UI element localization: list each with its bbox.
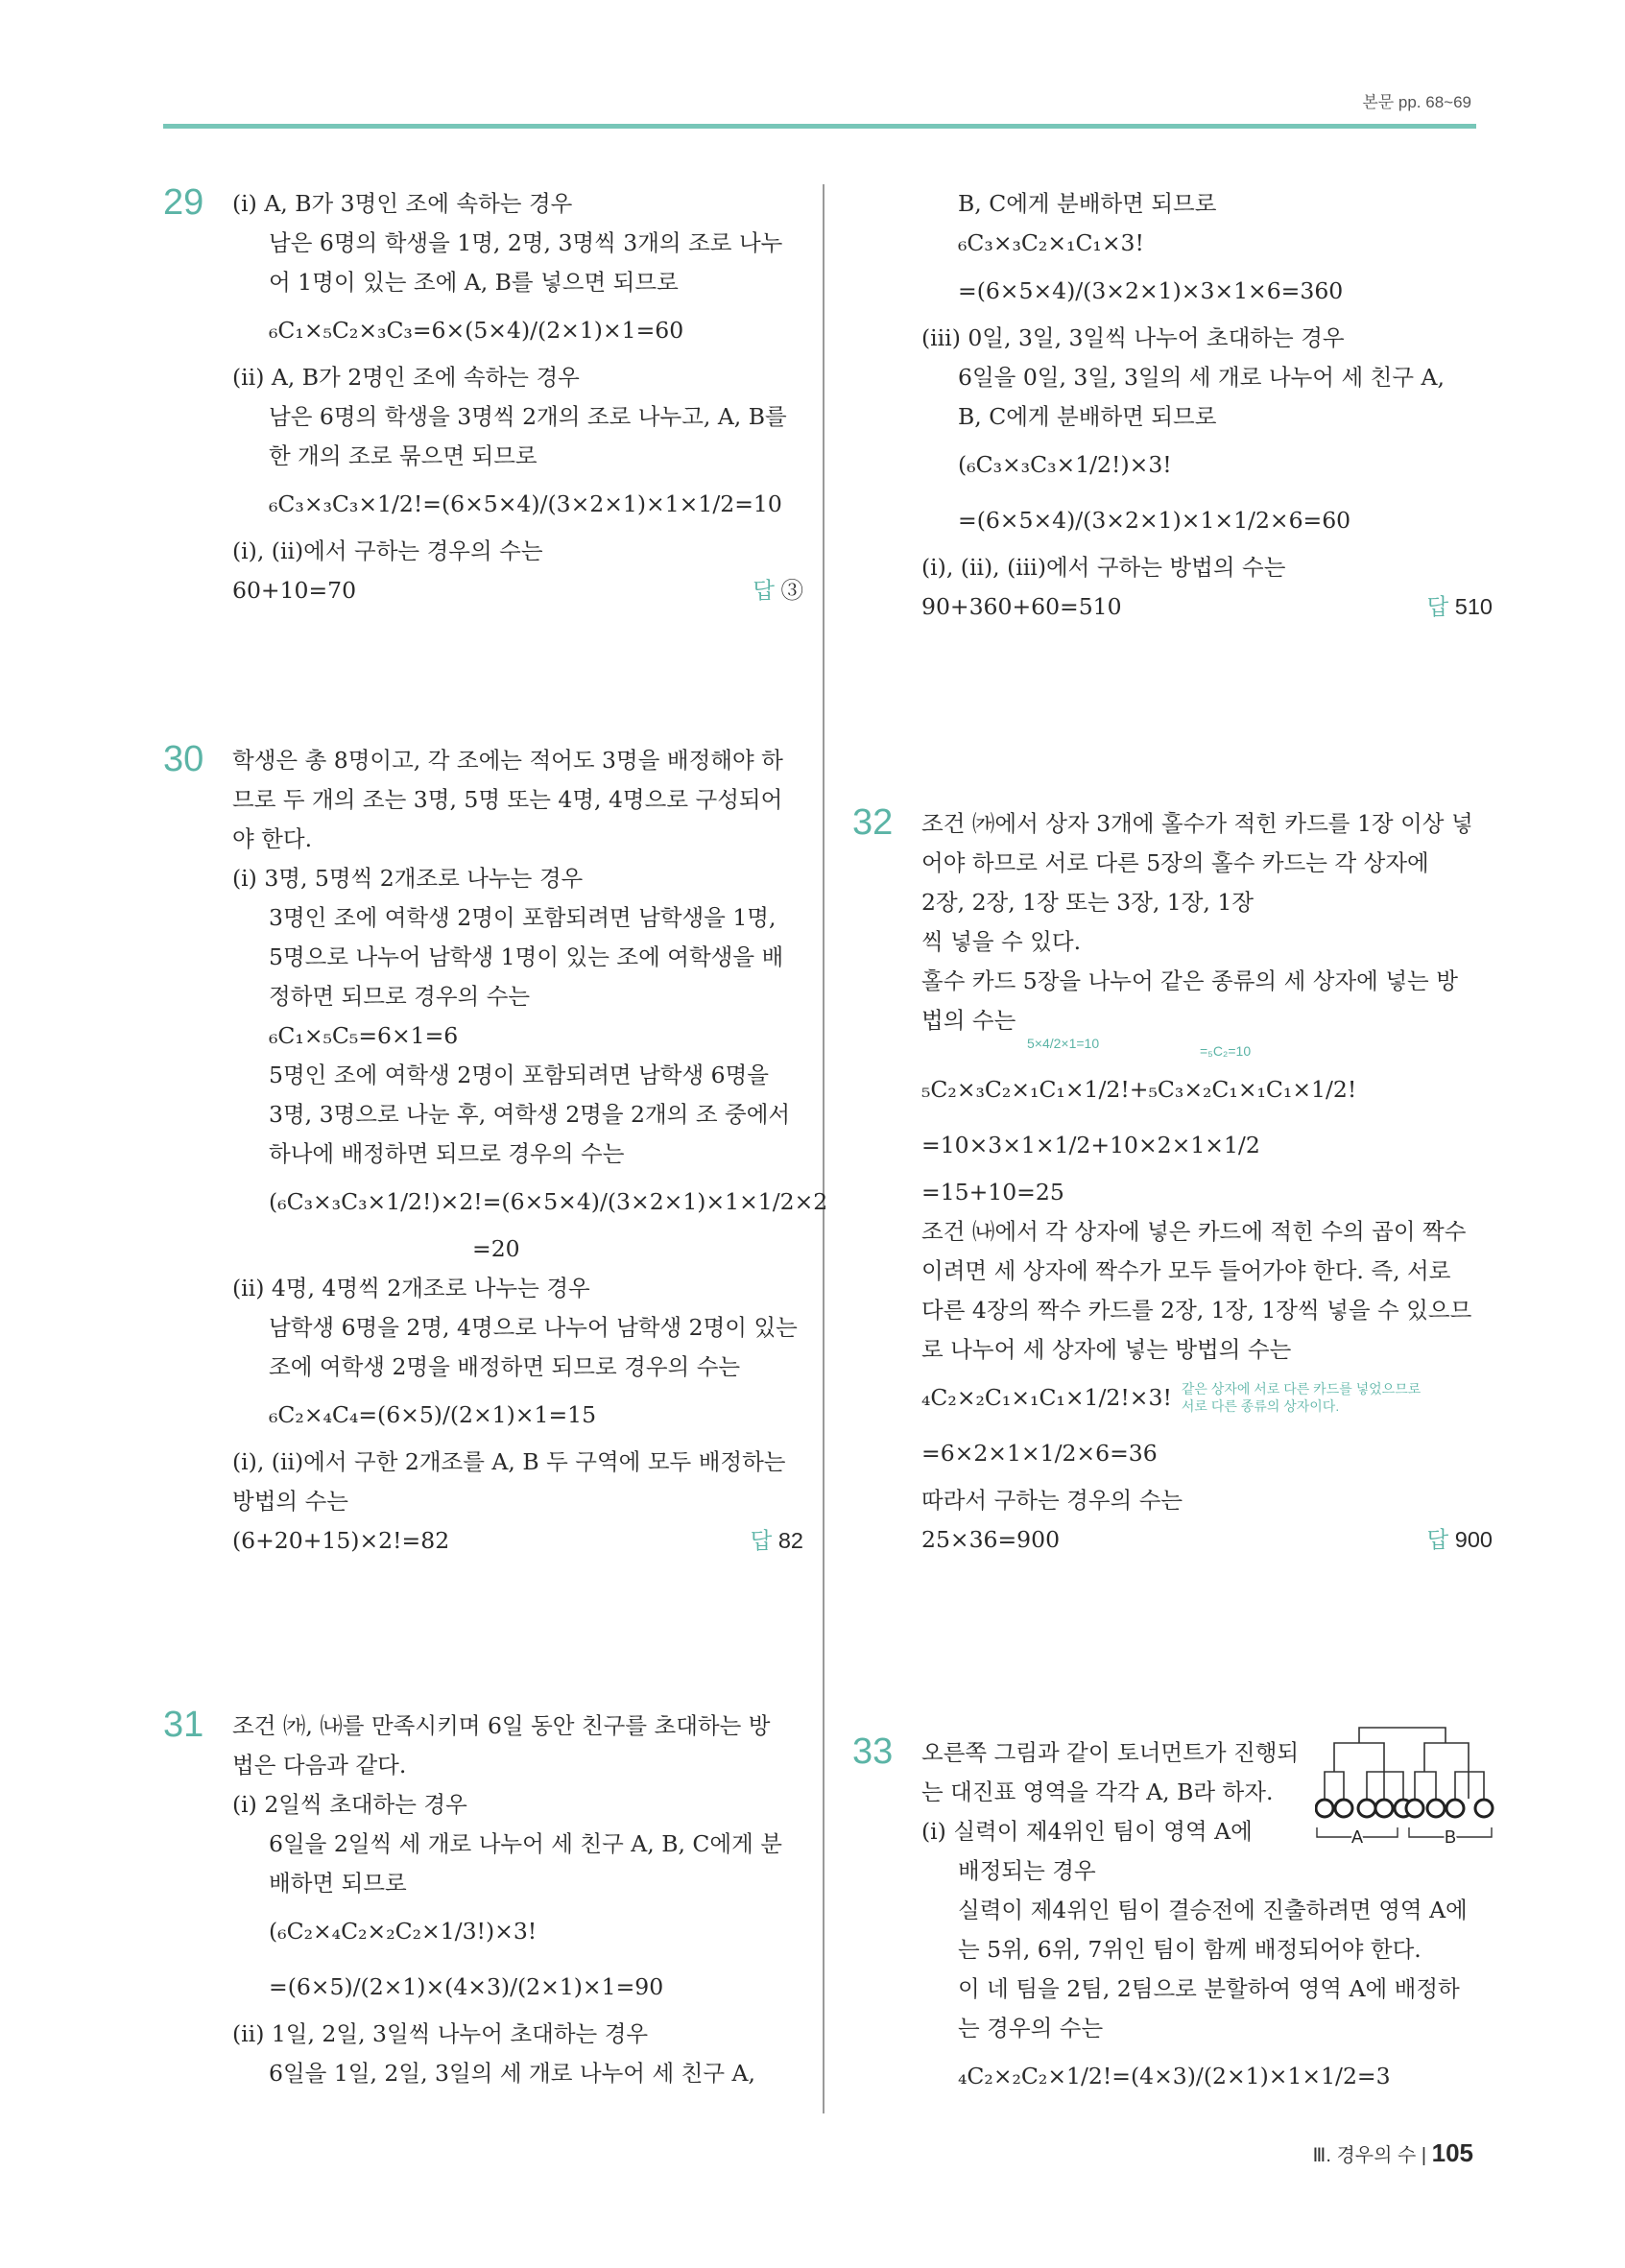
text-line: 다른 4장의 짝수 카드를 2장, 1장, 1장씩 넣을 수 있으므: [921, 1297, 1472, 1324]
text-line: 조건 ㈏에서 각 상자에 넣은 카드에 적힌 수의 곱이 짝수: [921, 1218, 1467, 1245]
problem-number: 29: [163, 182, 204, 223]
text-line: 6일을 0일, 3일, 3일의 세 개로 나누어 세 친구 A,: [958, 364, 1445, 391]
page-number: 105: [1431, 2138, 1473, 2167]
equation: (₆C₂×₄C₂×₂C₂×1/3!)×3!: [269, 1918, 538, 1945]
equation: ₆C₃×₃C₃×1/2!=(6×5×4)/(3×2×1)×1×1/2=10: [269, 490, 782, 517]
equation: (₆C₃×₃C₃×1/2!)×2!=(6×5×4)/(3×2×1)×1×1/2×2: [269, 1188, 828, 1215]
equation: =(6×5×4)/(3×2×1)×3×1×6=360: [958, 277, 1344, 304]
answer-row: [921, 1520, 1493, 1560]
text-line: 배정되는 경우: [958, 1857, 1096, 1884]
equation: ₆C₁×₅C₂×₃C₃=6×(5×4)/(2×1)×1=60: [269, 317, 684, 344]
problem-body: [232, 184, 803, 610]
text-line: 이려면 세 상자에 짝수가 모두 들어가야 한다. 즉, 서로: [921, 1257, 1451, 1284]
equation: ₄C₂×₂C₁×₁C₁×1/2!×3!: [921, 1384, 1172, 1411]
answer-value: 82: [777, 1528, 803, 1553]
equation: (₆C₃×₃C₃×1/2!)×3!: [958, 451, 1172, 478]
text-line: 남은 6명의 학생을 1명, 2명, 3명씩 3개의 조로 나누: [269, 229, 783, 256]
tournament-bracket-figure: [1315, 1718, 1497, 1866]
equation: ₄C₂×₂C₂×1/2!=(4×3)/(2×1)×1×1/2=3: [958, 2063, 1391, 2089]
text-line: (ⅰ) 2일씩 초대하는 경우: [232, 1791, 467, 1818]
text-line: 한 개의 조로 묶으면 되므로: [269, 442, 538, 469]
text-line: 홀수 카드 5장을 나누어 같은 종류의 세 상자에 넣는 방: [921, 967, 1458, 994]
text-line: 남은 6명의 학생을 3명씩 2개의 조로 나누고, A, B를: [269, 403, 787, 430]
chapter-label: Ⅲ. 경우의 수 |: [1312, 2145, 1427, 2166]
text-line: 하나에 배정하면 되므로 경우의 수는: [269, 1140, 625, 1167]
text-line: 므로 두 개의 조는 3명, 5명 또는 4명, 4명으로 구성되어: [232, 786, 783, 813]
text-line: 학생은 총 8명이고, 각 조에는 적어도 3명을 배정해야 하: [232, 747, 783, 774]
text-line: 어 1명이 있는 조에 A, B를 넣으면 되므로: [269, 269, 679, 296]
equation: ₅C₂×₃C₂×₁C₁×1/2!+₅C₃×₂C₁×₁C₁×1/2!: [921, 1076, 1357, 1103]
bracket-line: [1455, 1772, 1484, 1799]
equation: =15+10=25: [921, 1179, 1064, 1206]
equation: =(6×5)/(2×1)×(4×3)/(2×1)×1=90: [269, 1973, 664, 2000]
text-line: 배하면 되므로: [269, 1870, 407, 1897]
answer-label: 답: [753, 578, 775, 603]
header-rule: [163, 124, 1476, 129]
text-line: 3명, 3명으로 나눈 후, 여학생 2명을 2개의 조 중에서: [269, 1101, 791, 1128]
page-reference: 본문 pp. 68~69: [1362, 93, 1471, 111]
answer-row: [232, 1521, 803, 1561]
team-node: [1316, 1800, 1333, 1817]
text-line: 따라서 구하는 경우의 수는: [921, 1487, 1183, 1514]
answer-row: [921, 587, 1493, 627]
text-line: 법의 수는: [921, 1007, 1016, 1034]
equation: =6×2×1×1/2×6=36: [921, 1440, 1158, 1467]
team-node: [1375, 1800, 1393, 1817]
team-node: [1427, 1800, 1445, 1817]
answer-label: 답: [750, 1528, 773, 1553]
text-line: 5명인 조에 여학생 2명이 포함되려면 남학생 6명을: [269, 1062, 769, 1088]
bracket-line: [1367, 1772, 1403, 1799]
text-line: (ⅱ) 4명, 4명씩 2개조로 나누는 경우: [232, 1275, 590, 1301]
text-line: 실력이 제4위인 팀이 결승전에 진출하려면 영역 A에: [958, 1897, 1468, 1923]
text-line: (ⅰ), (ⅱ), (ⅲ)에서 구하는 방법의 수는: [921, 554, 1286, 581]
equation: =10×3×1×1/2+10×2×1×1/2: [921, 1132, 1260, 1158]
team-node: [1475, 1800, 1493, 1817]
text-line: 방법의 수는: [232, 1488, 348, 1515]
bracket-line: [1359, 1728, 1446, 1743]
team-node: [1358, 1800, 1375, 1817]
text-line: (ⅲ) 0일, 3일, 3일씩 나누어 초대하는 경우: [921, 324, 1345, 351]
result-line: 25×36=900: [921, 1526, 1061, 1553]
text-line: 는 경우의 수는: [958, 2015, 1104, 2041]
answer-label: 답: [1426, 1527, 1449, 1552]
problem-number: 32: [852, 802, 894, 843]
text-line: 2장, 2장, 1장 또는 3장, 1장, 1장: [921, 889, 1255, 916]
equation-with-note: [921, 1370, 1493, 1425]
problem-body: [921, 804, 1493, 1560]
answer: [1427, 1520, 1493, 1560]
region-label-a: A: [1350, 1827, 1364, 1847]
annotation-note: [1182, 1380, 1421, 1415]
text-line: 정하면 되므로 경우의 수는: [269, 983, 531, 1010]
result-line: 60+10=70: [232, 577, 357, 604]
text-line: 오른쪽 그림과 같이 토너먼트가 진행되: [921, 1739, 1300, 1766]
page-footer: [1313, 2138, 1473, 2168]
bracket-line: [1424, 1743, 1469, 1772]
text-line: 6일을 2일씩 세 개로 나누어 세 친구 A, B, C에게 분: [269, 1830, 782, 1857]
text-line: 6일을 1일, 2일, 3일의 세 개로 나누어 세 친구 A,: [269, 2060, 755, 2087]
answer-value: 510: [1454, 594, 1493, 619]
column-divider: [823, 184, 824, 2113]
text-line: 조건 ㈎, ㈏를 만족시키며 6일 동안 친구를 초대하는 방: [232, 1712, 771, 1739]
problem-body: [232, 741, 828, 1561]
text-line: 5명으로 나누어 남학생 1명이 있는 조에 여학생을 배: [269, 943, 784, 970]
answer: [1427, 587, 1493, 627]
answer-label: 답: [1426, 594, 1449, 619]
annotation-row: [921, 1036, 1493, 1062]
team-node: [1446, 1800, 1464, 1817]
result-line: 90+360+60=510: [921, 593, 1122, 620]
problem-number: 33: [852, 1731, 894, 1772]
bracket-line: [1415, 1772, 1436, 1799]
equation: =20: [472, 1235, 520, 1262]
annotation-line: 같은 상자에 서로 다른 카드를 넣었으므로: [1181, 1381, 1422, 1397]
text-line: B, C에게 분배하면 되므로: [958, 403, 1217, 430]
text-line: 는 5위, 6위, 7위인 팀이 함께 배정되어야 한다.: [958, 1936, 1422, 1963]
text-line: 3명인 조에 여학생 2명이 포함되려면 남학생을 1명,: [269, 904, 777, 931]
text-line: (ⅰ) A, B가 3명인 조에 속하는 경우: [232, 190, 573, 217]
result-line: (6+20+15)×2!=82: [232, 1527, 450, 1554]
team-node: [1406, 1800, 1423, 1817]
text-line: 남학생 6명을 2명, 4명으로 나누어 남학생 2명이 있는: [269, 1314, 798, 1341]
answer: [753, 571, 803, 610]
answer-value: ③: [780, 578, 803, 603]
text-line: 는 대진표 영역을 각각 A, B라 하자.: [921, 1779, 1274, 1805]
text-line: (ⅰ) 실력이 제4위인 팀이 영역 A에: [921, 1818, 1253, 1845]
answer: [751, 1521, 803, 1561]
problem-number: 30: [163, 739, 204, 779]
text-line: (ⅰ), (ⅱ)에서 구한 2개조를 A, B 두 구역에 모두 배정하는: [232, 1448, 786, 1475]
annotation-line: 서로 다른 종류의 상자이다.: [1181, 1398, 1340, 1414]
equation: ₆C₁×₅C₅=6×1=6: [269, 1022, 459, 1049]
text-line: (ⅱ) 1일, 2일, 3일씩 나누어 초대하는 경우: [232, 2020, 649, 2047]
text-line: 법은 다음과 같다.: [232, 1752, 407, 1779]
problem-number: 31: [163, 1705, 204, 1745]
annotation-note: 5×4/2×1=10: [1027, 1036, 1100, 1051]
equation: =(6×5×4)/(3×2×1)×1×1/2×6=60: [958, 507, 1351, 534]
equation: ₆C₃×₃C₂×₁C₁×3!: [958, 229, 1144, 256]
text-line: 조에 여학생 2명을 배정하면 되므로 경우의 수는: [269, 1353, 741, 1380]
problem-body: [232, 1707, 803, 2093]
answer-row: [232, 571, 803, 610]
equation: ₆C₂×₄C₄=(6×5)/(2×1)×1=15: [269, 1401, 597, 1428]
text-line: 이 네 팀을 2팀, 2팀으로 분할하여 영역 A에 배정하: [958, 1975, 1460, 2002]
answer-value: 900: [1454, 1527, 1493, 1552]
team-node: [1335, 1800, 1352, 1817]
problem-body: [921, 184, 1493, 627]
region-label-b: B: [1444, 1827, 1457, 1847]
text-line: (ⅰ), (ⅱ)에서 구하는 경우의 수는: [232, 537, 543, 564]
text-line: B, C에게 분배하면 되므로: [958, 190, 1217, 217]
text-line: 어야 하므로 서로 다른 5장의 홀수 카드는 각 상자에: [921, 849, 1429, 876]
annotation-note: =₅C₂=10: [1200, 1043, 1252, 1059]
text-line: (ⅰ) 3명, 5명씩 2개조로 나누는 경우: [232, 865, 584, 892]
text-line: (ⅱ) A, B가 2명인 조에 속하는 경우: [232, 364, 580, 391]
text-line: 씩 넣을 수 있다.: [921, 928, 1082, 955]
bracket-diagram: [1315, 1718, 1497, 1862]
text-line: 로 나누어 세 상자에 넣는 방법의 수는: [921, 1336, 1292, 1363]
bracket-line: [1325, 1772, 1344, 1799]
text-line: 야 한다.: [232, 825, 313, 852]
bracket-line: [1334, 1743, 1384, 1772]
text-line: 조건 ㈎에서 상자 3개에 홀수가 적힌 카드를 1장 이상 넣: [921, 810, 1473, 837]
